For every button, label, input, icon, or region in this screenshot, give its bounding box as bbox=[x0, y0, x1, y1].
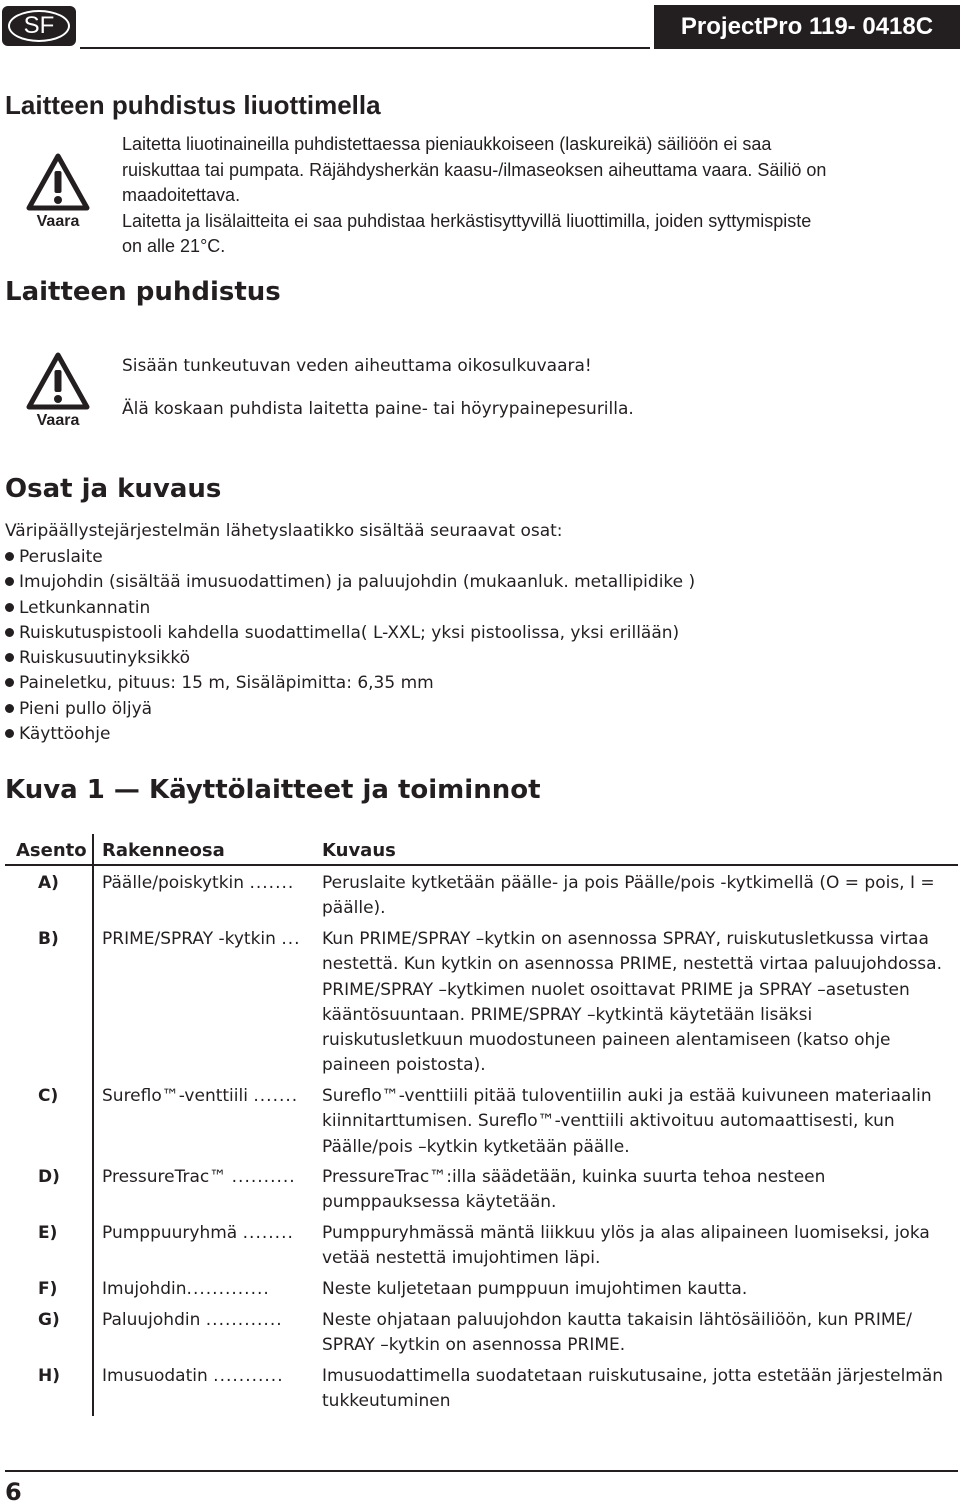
row-component: PressureTrac™ .......... bbox=[102, 1167, 296, 1187]
row-description: Neste ohjataan paluujohdon kautta takaisin lähtösäiliöön, kun PRIME/ SPRAY –kytkin on asennossa PRIME. bbox=[322, 1310, 913, 1356]
row-position: B) bbox=[38, 929, 59, 949]
row-description: Imusuodattimella suodatetaan ruiskutusaine, jotta estetään järjestelmän tukkeutuminen bbox=[322, 1366, 944, 1412]
list-item: Ruiskutuspistooli kahdella suodattimella( L-XXL; yksi pistoolissa, yksi erillään) bbox=[5, 621, 695, 646]
list-item: Paineletku, pituus: 15 m, Sisäläpimitta: 6,35 mm bbox=[5, 671, 695, 696]
warning-label: Vaara bbox=[36, 412, 80, 429]
bullet-icon bbox=[5, 628, 14, 637]
row-position: A) bbox=[38, 873, 59, 893]
text-line: ruiskuttaa tai pumpata. Räjähdysherkän kaasu-/ilmaseoksen aiheuttama vaara. Säiliö on bbox=[122, 159, 827, 180]
warning-label: Vaara bbox=[36, 213, 80, 230]
page-number: 6 bbox=[5, 1478, 22, 1506]
bullet-icon bbox=[5, 729, 14, 738]
bullet-icon bbox=[5, 603, 14, 612]
footer-rule bbox=[5, 1470, 958, 1472]
text-line: Sisään tunkeutuvan veden aiheuttama oikosulkuvaara! bbox=[122, 356, 592, 376]
row-description: PressureTrac™:illa säädetään, kuinka suurta tehoa nesteen pumppauksessa käytetään. bbox=[322, 1167, 826, 1213]
row-component: Pumppuuryhmä ........ bbox=[102, 1223, 294, 1243]
text-line: Laitetta liuotinaineilla puhdistettaessa pieniaukkoiseen (laskureikä) säiliöön ei saa bbox=[122, 134, 772, 154]
bullet-icon bbox=[5, 552, 14, 561]
list-item: Käyttöohje bbox=[5, 722, 695, 747]
list-item: Peruslaite bbox=[5, 545, 695, 570]
column-header-position: Asento bbox=[16, 840, 87, 861]
section-title-device-cleaning: Laitteen puhdistus bbox=[5, 277, 281, 307]
row-description: Kun PRIME/SPRAY –kytkin on asennossa SPRAY, ruiskutusletkussa virtaa nestettä. Kun kytkin on asennossa PRIME, nestettä virtaa paluujohdossa. PRIME/SPRAY –kytkimen nuolet osoittavat PRIME ja SPRAY –asetusten kääntösuuntaan. PRIME/SPRAY –kytkintä käytetään lisäksi ruiskutusletkuun muodostuneen paineen alentamiseen (katso ohje paineen poistosta). bbox=[322, 929, 942, 1076]
row-description: Pumppuryhmässä mäntä liikkuu ylös ja alas alipaineen luomiseksi, joka vetää nestettä imujohtimen läpi. bbox=[322, 1223, 930, 1269]
section-title-solvent-cleaning: Laitteen puhdistus liuottimella bbox=[5, 90, 381, 120]
row-component: PRIME/SPRAY -kytkin ... bbox=[102, 929, 301, 949]
text-line: maadoitettava. bbox=[122, 185, 241, 205]
row-position: E) bbox=[38, 1223, 58, 1243]
warning-triangle-icon bbox=[26, 352, 90, 410]
table-header-rule bbox=[5, 864, 958, 866]
list-item: Ruiskusuutinyksikkö bbox=[5, 646, 695, 671]
row-component: Sureflo™-venttiili ....... bbox=[102, 1086, 299, 1106]
header-rule bbox=[80, 47, 650, 49]
column-header-component: Rakenneosa bbox=[102, 840, 225, 861]
product-title: ProjectPro 119- 0418C bbox=[654, 5, 960, 49]
row-description: Neste kuljetetaan pumppuun imujohtimen kautta. bbox=[322, 1279, 748, 1299]
table-vertical-rule bbox=[92, 834, 94, 1416]
text-line: Laitetta ja lisälaitteita ei saa puhdistaa herkästisyttyvillä liuottimilla, joiden syttymispiste bbox=[122, 210, 812, 231]
warning-block-cleaning bbox=[10, 352, 106, 430]
row-component: Imujohdin............. bbox=[102, 1279, 270, 1299]
list-item: Pieni pullo öljyä bbox=[5, 697, 695, 722]
row-description: Sureflo™-venttiili pitää tuloventiilin auki ja estää kuivuneen materiaalin kiinnitarttumisen. Sureflo™-venttiili aktivoituu automaattisesti, kun Päälle/pois –kytkin kytketään päälle. bbox=[322, 1086, 932, 1157]
warning-block-solvent bbox=[10, 153, 106, 231]
row-component: Imusuodatin ........... bbox=[102, 1366, 284, 1386]
bullet-icon bbox=[5, 577, 14, 586]
row-position: F) bbox=[38, 1279, 58, 1299]
parts-intro: Väripäällystejärjestelmän lähetyslaatikko sisältää seuraavat osat: bbox=[5, 521, 563, 541]
section-title-controls: Kuva 1 — Käyttölaitteet ja toiminnot bbox=[5, 775, 541, 805]
language-badge bbox=[2, 6, 76, 46]
row-position: C) bbox=[38, 1086, 59, 1106]
bullet-icon bbox=[5, 678, 14, 687]
section-title-parts: Osat ja kuvaus bbox=[5, 474, 222, 504]
solvent-warning-text bbox=[122, 132, 952, 260]
text-line: on alle 21°C. bbox=[122, 236, 226, 256]
cleaning-warning-text bbox=[122, 354, 952, 440]
row-position: G) bbox=[38, 1310, 60, 1330]
column-header-description: Kuvaus bbox=[322, 840, 396, 861]
language-badge-label: SF bbox=[8, 10, 70, 42]
row-component: Paluujohdin ............ bbox=[102, 1310, 283, 1330]
row-component: Päälle/poiskytkin ....... bbox=[102, 873, 295, 893]
list-item: Imujohdin (sisältää imusuodattimen) ja paluujohdin (mukaanluk. metallipidike ) bbox=[5, 570, 695, 595]
row-position: D) bbox=[38, 1167, 60, 1187]
row-position: H) bbox=[38, 1366, 60, 1386]
warning-triangle-icon bbox=[26, 153, 90, 211]
bullet-icon bbox=[5, 653, 14, 662]
parts-list bbox=[5, 545, 695, 747]
bullet-icon bbox=[5, 704, 14, 713]
text-line: Älä koskaan puhdista laitetta paine- tai höyrypainepesurilla. bbox=[122, 399, 634, 419]
row-description: Peruslaite kytketään päälle- ja pois Päälle/pois -kytkimellä (O = pois, I = päälle). bbox=[322, 873, 935, 919]
list-item: Letkunkannatin bbox=[5, 596, 695, 621]
